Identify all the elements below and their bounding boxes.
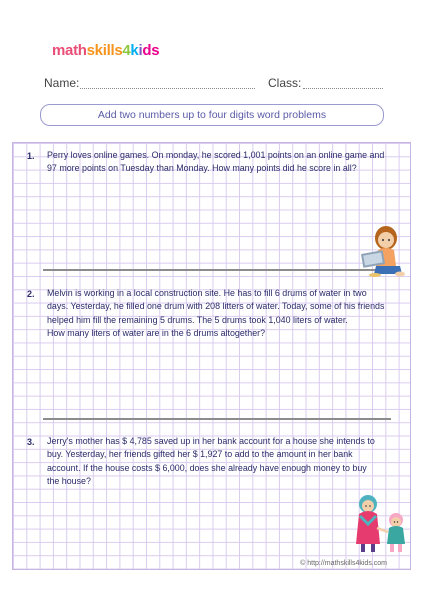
- logo-part: 4: [122, 42, 131, 59]
- girl-with-laptop-illustration: [356, 222, 408, 278]
- question-line: Jerry's mother has $ 4,785 saved up in her bank account for a house she intends to: [47, 436, 375, 446]
- question-line: days. Yesterday, he filled one drum with 208 litters of water. Today, some of his friends: [47, 301, 385, 312]
- answer-line-2: [43, 418, 391, 420]
- copyright-text[interactable]: © http://mathskills4kids.com: [300, 560, 387, 567]
- question-2-text: [47, 287, 407, 340]
- class-field[interactable]: [303, 88, 383, 89]
- question-1-text: [47, 149, 407, 176]
- name-field[interactable]: [80, 88, 255, 89]
- worksheet-title: Add two numbers up to four digits word problems: [40, 104, 384, 126]
- logo-part: math: [52, 42, 87, 59]
- question-line: Perry loves online games. On monday, he scored 1,001 points on an online game and: [47, 150, 385, 160]
- question-line: helped him fill the remaining 5 drums. The 5 drums took 1,040 liters of water.: [47, 314, 348, 325]
- question-3-text: [47, 435, 407, 488]
- logo: [52, 42, 159, 59]
- question-line: 97 more points on Tuesday than Monday. How many points did he score in all?: [47, 163, 357, 174]
- logo-part: i: [138, 42, 143, 59]
- question-line: the house?: [47, 475, 91, 486]
- question-line: buy. Yesterday, her friends gifted her $ 1,927 to add to the amount in her bank: [47, 449, 353, 460]
- question-line: account. If the house costs $ 6,000, does she already have enough money to buy: [47, 462, 367, 473]
- logo-part: skills: [86, 42, 123, 59]
- two-girls-illustration: [350, 494, 414, 556]
- name-label: Name:: [44, 76, 80, 90]
- logo-part: k: [130, 42, 139, 59]
- logo-part: ds: [142, 42, 160, 59]
- answer-line-1: [43, 269, 383, 271]
- question-line: Melvin is working in a local construction site. He has to fill 6 drums of water in two: [47, 288, 367, 298]
- question-1-number: 1.: [27, 151, 35, 161]
- question-2-number: 2.: [27, 289, 35, 299]
- question-line: How many liters of water are in the 6 drums altogether?: [47, 327, 266, 338]
- name-class-bar: [0, 76, 421, 92]
- class-label: Class:: [268, 76, 302, 90]
- question-3-number: 3.: [27, 437, 35, 447]
